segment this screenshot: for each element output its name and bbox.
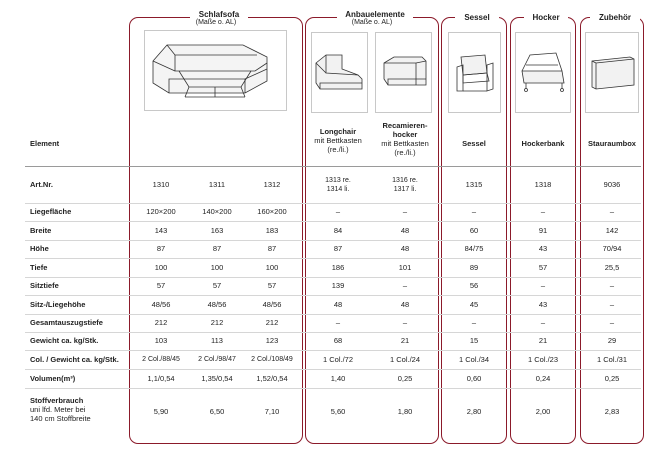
table-cell: 1,1/0,54 xyxy=(147,374,175,383)
table-cell: 1 Col./31 xyxy=(596,355,628,364)
row-label: Col. / Gewicht ca. kg/Stk. xyxy=(30,355,119,364)
table-cell: 212 xyxy=(154,318,168,327)
table-cell: 6,50 xyxy=(209,407,225,416)
table-cell: 57 xyxy=(156,281,166,290)
row-label: Sitz-/Liegehöhe xyxy=(30,300,86,309)
table-cell: 103 xyxy=(154,336,168,345)
row-rule xyxy=(25,277,641,278)
row-label: Breite xyxy=(30,226,52,235)
header-rule xyxy=(25,166,641,167)
table-cell: 1310 xyxy=(152,180,170,189)
table-cell: 1315 xyxy=(465,180,483,189)
group-title-sessel: Sessel xyxy=(455,13,499,22)
table-cell: 2,83 xyxy=(604,407,620,416)
col-header-longchair xyxy=(305,127,371,154)
row-label: Gewicht ca. kg/Stk. xyxy=(30,336,99,345)
col-header-sessel-name: Sessel xyxy=(462,139,486,148)
table-cell: 1 Col./23 xyxy=(527,355,559,364)
table-cell: 15 xyxy=(469,336,479,345)
table-cell: 0,25 xyxy=(397,374,413,383)
table-cell: – xyxy=(335,318,341,327)
col-header-hockerbank xyxy=(510,139,576,148)
table-cell: 100 xyxy=(154,263,168,272)
row-rule xyxy=(25,221,641,222)
table-cell: – xyxy=(402,281,408,290)
col-header-recamieren-name: Recamieren-hocker xyxy=(382,121,428,139)
table-cell: 7,10 xyxy=(264,407,280,416)
table-cell: 60 xyxy=(469,226,479,235)
element-header: Element xyxy=(30,139,60,148)
row-label: Volumen(m³) xyxy=(30,374,76,383)
table-cell: – xyxy=(609,318,615,327)
row-label: Liegefläche xyxy=(30,207,72,216)
row-rule xyxy=(25,314,641,315)
table-cell: 84/75 xyxy=(464,244,484,253)
table-cell: – xyxy=(609,300,615,309)
row-label: Höhe xyxy=(30,244,49,253)
table-cell: 57 xyxy=(267,281,277,290)
table-cell: 21 xyxy=(538,336,548,345)
table-cell: 1312 xyxy=(263,180,281,189)
table-cell: 1 Col./34 xyxy=(458,355,490,364)
group-title-hocker: Hocker xyxy=(524,13,568,22)
table-cell: – xyxy=(540,281,546,290)
row-label: Gesamtauszugstiefe xyxy=(30,318,103,327)
table-cell: 0,60 xyxy=(466,374,482,383)
row-rule xyxy=(25,295,641,296)
table-cell: 160×200 xyxy=(257,207,287,216)
storage-bench-image xyxy=(515,32,571,113)
table-cell: 87 xyxy=(156,244,166,253)
group-title-schlafsofa: Schlafsofa xyxy=(190,10,248,19)
table-cell: 186 xyxy=(331,263,345,272)
col-header-stauraumbox-name: Stauraumbox xyxy=(588,139,636,148)
table-cell: 48 xyxy=(400,244,410,253)
table-cell: 1311 xyxy=(208,180,226,189)
row-rule xyxy=(25,203,641,204)
table-cell: 25,5 xyxy=(604,263,620,272)
row-rule xyxy=(25,350,641,351)
table-cell: 100 xyxy=(210,263,224,272)
armchair-image xyxy=(448,32,501,113)
table-cell: 2 Col./108/49 xyxy=(251,356,293,363)
table-cell: 123 xyxy=(265,336,279,345)
table-cell: – xyxy=(540,318,546,327)
table-cell: 143 xyxy=(154,226,168,235)
recamieren-hocker-image xyxy=(375,32,432,113)
table-cell: – xyxy=(609,281,615,290)
sleeper-sofa-image xyxy=(144,30,287,111)
table-cell: 139 xyxy=(331,281,345,290)
table-cell: – xyxy=(402,207,408,216)
row-label: Sitztiefe xyxy=(30,281,59,290)
table-cell: 2,00 xyxy=(535,407,551,416)
row-sublabel: uni lfd. Meter bei 140 cm Stoffbreite xyxy=(30,405,91,423)
table-cell: 1318 xyxy=(534,180,552,189)
col-header-stauraumbox xyxy=(580,139,644,148)
table-cell: 87 xyxy=(267,244,277,253)
table-cell: 212 xyxy=(210,318,224,327)
col-header-sessel xyxy=(441,139,507,148)
table-cell: 48 xyxy=(333,300,343,309)
table-cell: 84 xyxy=(333,226,343,235)
table-cell: – xyxy=(471,207,477,216)
table-cell: 120×200 xyxy=(146,207,176,216)
table-cell: 45 xyxy=(469,300,479,309)
row-rule xyxy=(25,332,641,333)
row-rule xyxy=(25,369,641,370)
table-cell: 212 xyxy=(265,318,279,327)
table-cell: – xyxy=(402,318,408,327)
row-label: Stoffverbrauch xyxy=(30,396,84,405)
table-cell: 68 xyxy=(333,336,343,345)
table-cell: 70/94 xyxy=(602,244,622,253)
row-rule xyxy=(25,258,641,259)
table-cell: 87 xyxy=(333,244,343,253)
table-cell: 1316 re. 1317 li. xyxy=(392,177,418,193)
table-cell: 1313 re. 1314 li. xyxy=(325,177,351,193)
row-rule xyxy=(25,388,641,389)
row-label: Art.Nr. xyxy=(30,180,53,189)
table-cell: 140×200 xyxy=(202,207,232,216)
table-cell: 43 xyxy=(538,244,548,253)
col-header-recamieren xyxy=(372,121,438,157)
table-cell: 1,52/0,54 xyxy=(256,374,288,383)
table-cell: 91 xyxy=(538,226,548,235)
table-cell: 5,60 xyxy=(330,407,346,416)
table-cell: 57 xyxy=(212,281,222,290)
row-label: Tiefe xyxy=(30,263,48,272)
table-cell: – xyxy=(471,318,477,327)
col-header-hockerbank-name: Hockerbank xyxy=(521,139,565,148)
storage-box-image xyxy=(585,32,639,113)
table-cell: – xyxy=(335,207,341,216)
table-cell: 48 xyxy=(400,226,410,235)
table-cell: 2 Col./88/45 xyxy=(142,356,180,363)
table-cell: 48 xyxy=(400,300,410,309)
table-cell: 113 xyxy=(211,336,223,345)
table-cell: 48/56 xyxy=(207,300,227,309)
group-sub-schlafsofa: (Maße o. AL) xyxy=(195,19,237,26)
table-cell: 183 xyxy=(265,226,279,235)
col-header-longchair-name: Longchair xyxy=(319,127,357,136)
table-cell: 1,40 xyxy=(330,374,346,383)
table-cell: 100 xyxy=(265,263,279,272)
table-cell: 21 xyxy=(400,336,410,345)
table-cell: 0,24 xyxy=(535,374,551,383)
table-cell: 89 xyxy=(469,263,479,272)
table-cell: 9036 xyxy=(603,180,621,189)
table-cell: 1 Col./24 xyxy=(389,355,421,364)
table-cell: 2 Col./98/47 xyxy=(198,356,236,363)
table-cell: 1,80 xyxy=(397,407,413,416)
table-cell: 56 xyxy=(469,281,479,290)
table-cell: 48/56 xyxy=(151,300,171,309)
table-cell: 57 xyxy=(538,263,548,272)
group-sub-anbau: (Maße o. AL) xyxy=(351,19,393,26)
longchair-image xyxy=(311,32,368,113)
table-cell: 1,35/0,54 xyxy=(201,374,233,383)
table-cell: 101 xyxy=(398,263,412,272)
table-cell: 1 Col./72 xyxy=(322,355,354,364)
table-cell: 87 xyxy=(212,244,222,253)
table-cell: – xyxy=(609,207,615,216)
group-title-zubehoer: Zubehör xyxy=(590,13,640,22)
table-cell: 48/56 xyxy=(262,300,282,309)
table-cell: 43 xyxy=(538,300,548,309)
table-cell: 29 xyxy=(607,336,617,345)
table-cell: 2,80 xyxy=(466,407,482,416)
group-title-anbau: Anbauelemente xyxy=(337,10,413,19)
row-rule xyxy=(25,240,641,241)
col-header-longchair-desc: mit Bettkasten (re./li.) xyxy=(314,136,362,154)
table-cell: 0,25 xyxy=(604,374,620,383)
table-cell: – xyxy=(540,207,546,216)
col-header-recamieren-desc: mit Bettkasten (re./li.) xyxy=(381,139,429,157)
table-cell: 163 xyxy=(210,226,224,235)
table-cell: 5,90 xyxy=(153,407,169,416)
table-cell: 142 xyxy=(605,226,619,235)
